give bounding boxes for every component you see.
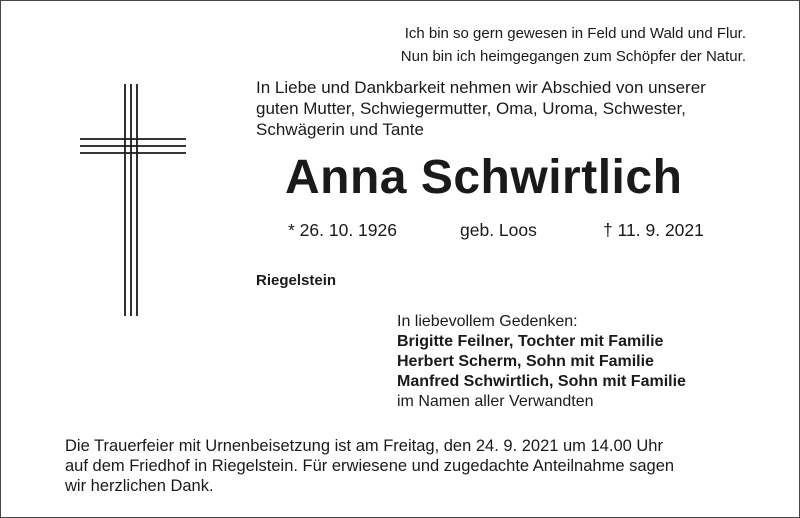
maiden-name: geb. Loos (460, 220, 537, 240)
intro-line-3: Schwägerin und Tante (256, 120, 424, 139)
intro-text (256, 77, 706, 140)
mourners-heading: In liebevollem Gedenken: (397, 313, 578, 330)
intro-line-1: In Liebe und Dankbarkeit nehmen wir Abschied von unserer (256, 78, 706, 97)
funeral-info-line-2: auf dem Friedhof in Riegelstein. Für erwiesene und zugedachte Anteilnahme sagen (65, 457, 675, 475)
birth-date: * 26. 10. 1926 (288, 220, 397, 240)
cross-icon (80, 84, 186, 316)
mourners-block (397, 312, 686, 412)
mourner-1: Brigitte Feilner, Tochter mit Familie (397, 333, 664, 350)
quote-line-1: Ich bin so gern gewesen in Feld und Wald und Flur. (404, 25, 746, 42)
place-of-residence: Riegelstein (256, 272, 337, 289)
mourners-closing: im Namen aller Verwandten (397, 393, 594, 410)
memorial-quote (401, 22, 746, 68)
intro-line-2: guten Mutter, Schwiegermutter, Oma, Uroma, Schwester, (256, 99, 686, 118)
death-date: † 11. 9. 2021 (603, 220, 704, 240)
funeral-info-line-1: Die Trauerfeier mit Urnenbeisetzung ist am Freitag, den 24. 9. 2021 um 14.00 Uhr (65, 437, 663, 455)
funeral-info-line-3: wir herzlichen Dank. (65, 477, 214, 495)
deceased-name: Anna Schwirtlich (285, 151, 683, 204)
mourner-3: Manfred Schwirtlich, Sohn mit Familie (397, 373, 686, 390)
quote-line-2: Nun bin ich heimgegangen zum Schöpfer der Natur. (400, 48, 746, 65)
funeral-info (65, 436, 674, 496)
mourner-2: Herbert Scherm, Sohn mit Familie (397, 353, 654, 370)
